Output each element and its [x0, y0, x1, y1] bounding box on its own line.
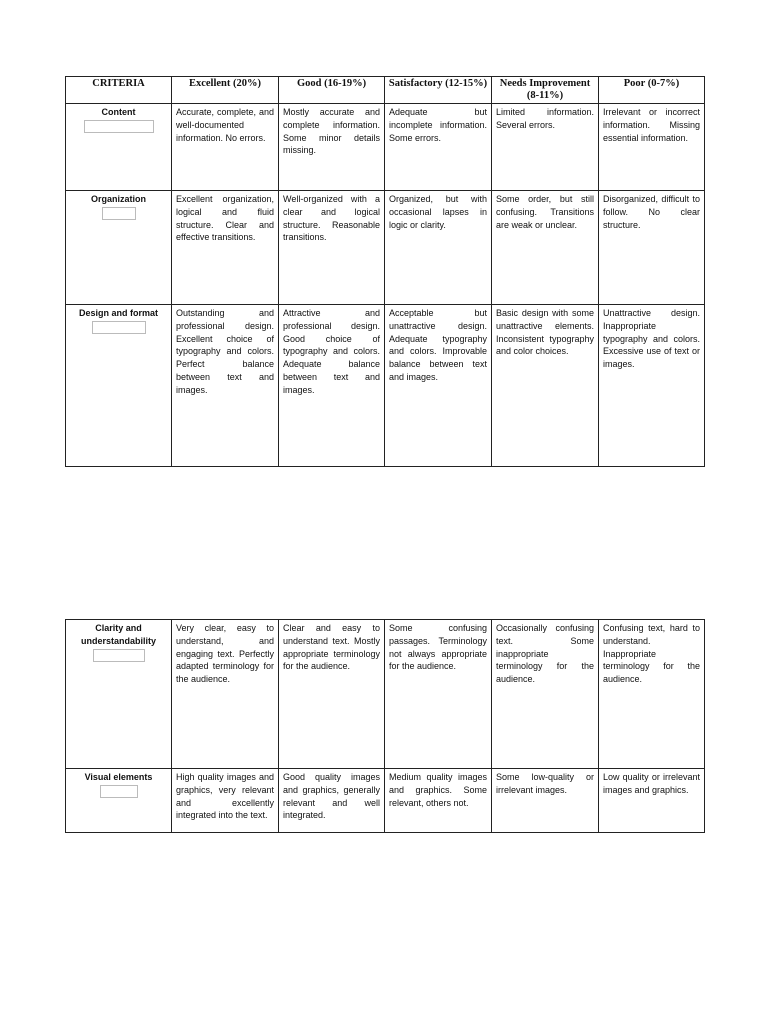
- cell-excellent: High quality images and graphics, very relevant and excellently integrated into the text.: [172, 769, 279, 833]
- criterion-cell: [66, 104, 172, 191]
- cell-excellent: Outstanding and professional design. Excellent choice of typography and colors. Perfect balance between text and images.: [172, 305, 279, 467]
- criterion-cell: [66, 769, 172, 833]
- table-row-clarity: [66, 620, 705, 769]
- criterion-label: Organization: [90, 194, 146, 204]
- cell-needs-improvement: Basic design with some unattractive elements. Inconsistent typography and color choices.: [492, 305, 599, 467]
- cell-good: Attractive and professional design. Good choice of typography and colors. Adequate balance between text and images.: [279, 305, 385, 467]
- cell-poor: Confusing text, hard to understand. Inappropriate terminology for the audience.: [599, 620, 705, 769]
- rubric-table-part-1: [65, 76, 705, 467]
- table-row-design-and-format: [66, 305, 705, 467]
- cell-excellent: Very clear, easy to understand, and engaging text. Perfectly adapted terminology for the audience.: [172, 620, 279, 769]
- criterion-cell: [66, 191, 172, 305]
- cell-satisfactory: Medium quality images and graphics. Some relevant, others not.: [385, 769, 492, 833]
- table-row-organization: [66, 191, 705, 305]
- cell-excellent: Excellent organization, logical and fluid structure. Clear and effective transitions.: [172, 191, 279, 305]
- cell-good: Clear and easy to understand text. Mostly appropriate terminology for the audience.: [279, 620, 385, 769]
- cell-needs-improvement: Occasionally confusing text. Some inappropriate terminology for the audience.: [492, 620, 599, 769]
- cell-good: Good quality images and graphics, generally relevant and well integrated.: [279, 769, 385, 833]
- cell-poor: Unattractive design. Inappropriate typography and colors. Excessive use of text or images.: [599, 305, 705, 467]
- table-row-visual-elements: [66, 769, 705, 833]
- cell-satisfactory: Some confusing passages. Terminology not always appropriate for the audience.: [385, 620, 492, 769]
- criterion-input-box: [100, 785, 138, 798]
- table-row-content: [66, 104, 705, 191]
- cell-needs-improvement: Limited information. Several errors.: [492, 104, 599, 191]
- header-good: Good (16-19%): [279, 77, 385, 104]
- cell-needs-improvement: Some low-quality or irrelevant images.: [492, 769, 599, 833]
- cell-excellent: Accurate, complete, and well-documented information. No errors.: [172, 104, 279, 191]
- header-satisfactory: Satisfactory (12-15%): [385, 77, 492, 104]
- cell-satisfactory: Acceptable but unattractive design. Adequate typography and colors. Improvable balance between text and images.: [385, 305, 492, 467]
- cell-poor: Low quality or irrelevant images and graphics.: [599, 769, 705, 833]
- criterion-cell: [66, 305, 172, 467]
- rubric-table-part-2: [65, 619, 705, 833]
- header-row: [66, 77, 705, 104]
- header-poor: Poor (0-7%): [599, 77, 705, 104]
- header-needs-improvement: Needs Improvement (8-11%): [492, 77, 599, 104]
- criterion-input-box: [93, 649, 145, 662]
- cell-poor: Disorganized, difficult to follow. No clear structure.: [599, 191, 705, 305]
- cell-poor: Irrelevant or incorrect information. Missing essential information.: [599, 104, 705, 191]
- cell-needs-improvement: Some order, but still confusing. Transitions are weak or unclear.: [492, 191, 599, 305]
- header-excellent: Excellent (20%): [172, 77, 279, 104]
- criterion-input-box: [84, 120, 154, 133]
- criterion-label: Content: [101, 107, 136, 117]
- cell-good: Well-organized with a clear and logical structure. Reasonable transitions.: [279, 191, 385, 305]
- criterion-input-box: [92, 321, 146, 334]
- header-criteria: CRITERIA: [66, 77, 172, 104]
- criterion-label: Design and format: [78, 308, 158, 318]
- criterion-label: Clarity and understandability: [80, 623, 156, 646]
- cell-good: Mostly accurate and complete information. Some minor details missing.: [279, 104, 385, 191]
- criterion-input-box: [102, 207, 136, 220]
- cell-satisfactory: Adequate but incomplete information. Some errors.: [385, 104, 492, 191]
- cell-satisfactory: Organized, but with occasional lapses in logic or clarity.: [385, 191, 492, 305]
- criterion-cell: [66, 620, 172, 769]
- criterion-label: Visual elements: [84, 772, 153, 782]
